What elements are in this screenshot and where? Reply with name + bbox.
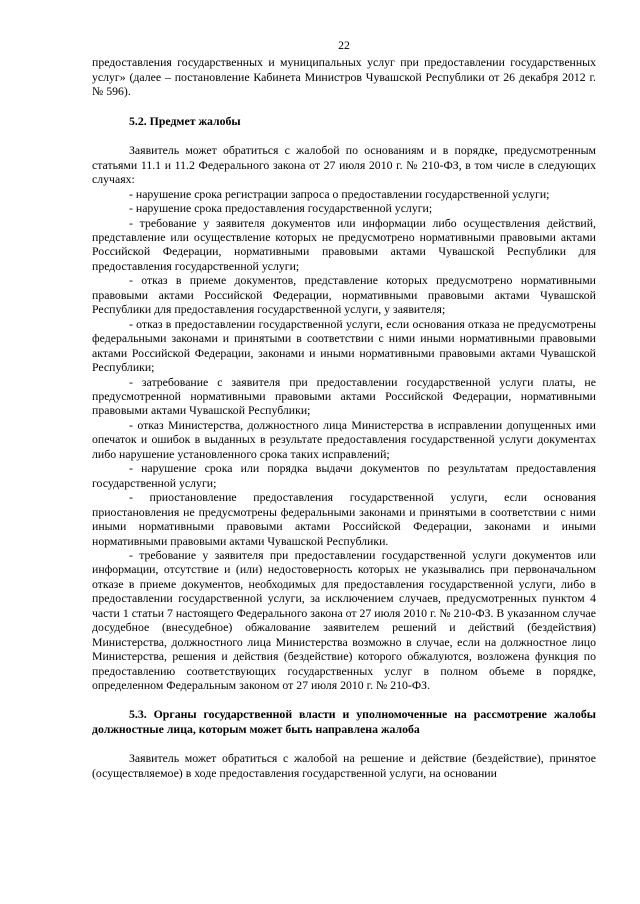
list-item: - приостановление предоставления государственной услуги, если основания приостановления не предусмотрены федеральными законами и принятыми в соответствии с ними иными нормативными правовыми актами Российской Федерации, законами и иными нормативными правовыми актами Чувашской Республики.: [92, 490, 596, 548]
list-item: - требование у заявителя документов или информации либо осуществления действий, представление или осуществление которых не предусмотрено нормативными правовыми актами Российской Федерации, нормативными правовыми актами Чувашской Республики для предоставления государственной услуги;: [92, 215, 596, 273]
document-page: [92, 38, 596, 780]
section-5-2-lead: Заявитель может обратиться с жалобой по основаниям и в порядке, предусмотренным статьями 11.1 и 11.2 Федерального закона от 27 июля 2010 г. № 210-ФЗ, в том числе в следующих случаях:: [92, 143, 596, 187]
section-heading-5-2: 5.2. Предмет жалобы: [129, 113, 241, 128]
spacer: [92, 692, 596, 707]
list-item: - отказ в предоставлении государственной услуги, если основания отказа не предусмотрены федеральными законами и принятыми в соответствии с ними иными нормативными правовыми актами Российской Федерации, законами и иными нормативными правовыми актами Чувашской Республики;: [92, 316, 596, 375]
list-item: - отказ Министерства, должностного лица Министерства в исправлении допущенных ими опечаток и ошибок в выданных в результате предоставления государственной услуги документах либо нарушение установленного срока таких исправлений;: [92, 417, 596, 461]
spacer: [92, 99, 596, 114]
spacer: [92, 736, 596, 751]
section-heading-5-3: 5.3. Органы государственной власти и уполномоченные на рассмотрение жалобы должностные лица, которым может быть направлена жалоба: [92, 707, 596, 736]
list-item: - нарушение срока предоставления государственной услуги;: [129, 201, 433, 216]
page-number: 22: [338, 38, 350, 52]
spacer: [92, 128, 596, 143]
list-item: - нарушение срока регистрации запроса о предоставлении государственной услуги;: [129, 186, 550, 201]
section-5-3-paragraph: Заявитель может обратиться с жалобой на решение и действие (бездействие), принятое (осуществляемое) в ходе предоставления государственной услуги, на основании: [92, 751, 596, 780]
list-item: - отказ в приеме документов, представление которых предусмотрено нормативными правовыми актами Российской Федерации, нормативными правовыми актами Чувашской Республики для предоставления государственной услуги, у заявителя;: [92, 273, 596, 317]
intro-paragraph: предоставления государственных и муниципальных услуг при предоставлении государственных услуг» (далее – постановление Кабинета Министров Чувашской Республики от 26 декабря 2012 г. № 596).: [92, 55, 596, 99]
list-item: - нарушение срока или порядка выдачи документов по результатам предоставления государственной услуги;: [92, 461, 596, 490]
list-item: - затребование с заявителя при предоставлении государственной услуги платы, не предусмотренной нормативными правовыми актами Российской Федерации, нормативными правовыми актами Чувашской Республики;: [92, 374, 596, 418]
list-item: - требование у заявителя при предоставлении государственной услуги документов или информации, отсутствие и (или) недостоверность которых не указывались при первоначальном отказе в приеме документов, необходимых для предоставления государственной услуги, либо в предоставлении государственной услуги, за исключением случаев, предусмотренных пунктом 4 части 1 статьи 7 настоящего Федерального закона от 27 июля 2010 г. № 210-ФЗ. В указанном случае досудебное (внесудебное) обжалование заявителем решений и действий (бездействия) Министерства, должностного лица Министерства возможно в случае, если на должностное лицо Министерства, решения и действия (бездействие) которого обжалуются, возложена функция по предоставлению соответствующих государственных услуг в полном объеме в порядке, определенном Федеральным законом от 27 июля 2010 г. № 210-ФЗ.: [92, 547, 596, 693]
